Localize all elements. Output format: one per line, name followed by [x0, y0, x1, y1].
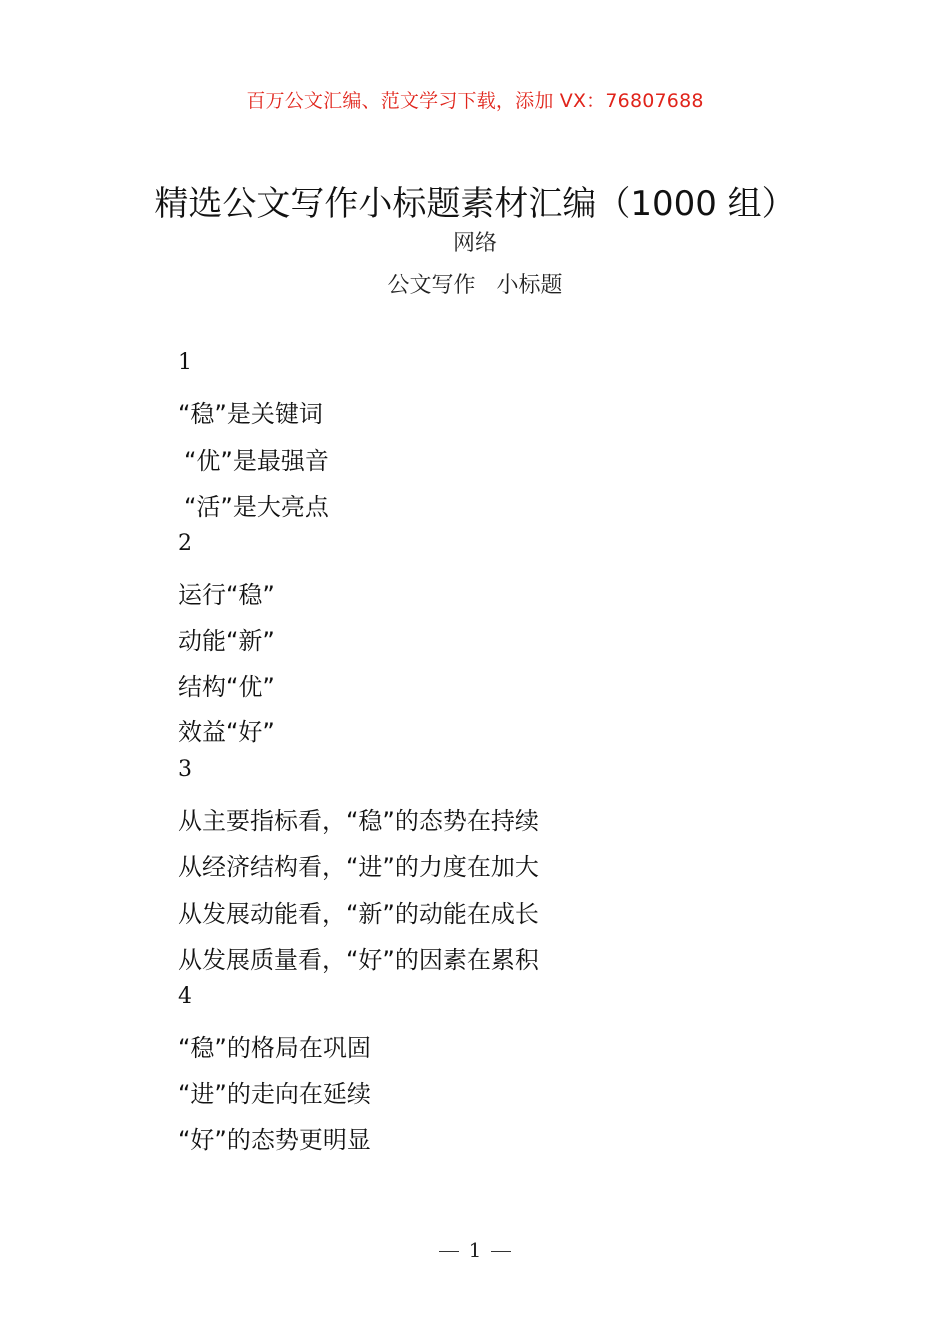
list-item: 从发展动能看，“新”的动能在成长	[178, 900, 539, 928]
header-note: 百万公文汇编、范文学习下载，添加 VX：76807688	[246, 90, 704, 112]
list-item: “进”的走向在延续	[178, 1080, 371, 1108]
section-number: 2	[178, 531, 192, 556]
keyword: 公文写作	[387, 273, 476, 298]
document-title: 精选公文写作小标题素材汇编（1000 组）	[154, 184, 796, 224]
section-number: 3	[178, 757, 192, 782]
list-item: 结构“优”	[178, 673, 275, 701]
page-number: 1	[468, 1238, 482, 1262]
list-item: 运行“稳”	[178, 581, 275, 609]
footer-dash	[491, 1251, 511, 1252]
list-item: “稳”的格局在巩固	[178, 1034, 371, 1062]
section-number: 1	[178, 350, 192, 375]
list-item: “活”是大亮点	[184, 493, 329, 521]
document-keywords	[0, 268, 950, 299]
list-item: 从发展质量看，“好”的因素在累积	[178, 946, 539, 974]
document-source: 网络	[452, 231, 497, 256]
list-item: 效益“好”	[178, 718, 275, 746]
keyword: 小标题	[496, 273, 563, 298]
list-item: “稳”是关键词	[178, 400, 323, 428]
section-number: 4	[178, 984, 192, 1009]
list-item: “好”的态势更明显	[178, 1126, 371, 1154]
list-item: 从主要指标看，“稳”的态势在持续	[178, 807, 539, 835]
footer-dash	[439, 1251, 459, 1252]
list-item: “优”是最强音	[184, 447, 329, 475]
page-footer	[0, 1238, 950, 1262]
list-item: 动能“新”	[178, 627, 275, 655]
list-item: 从经济结构看，“进”的力度在加大	[178, 853, 539, 881]
